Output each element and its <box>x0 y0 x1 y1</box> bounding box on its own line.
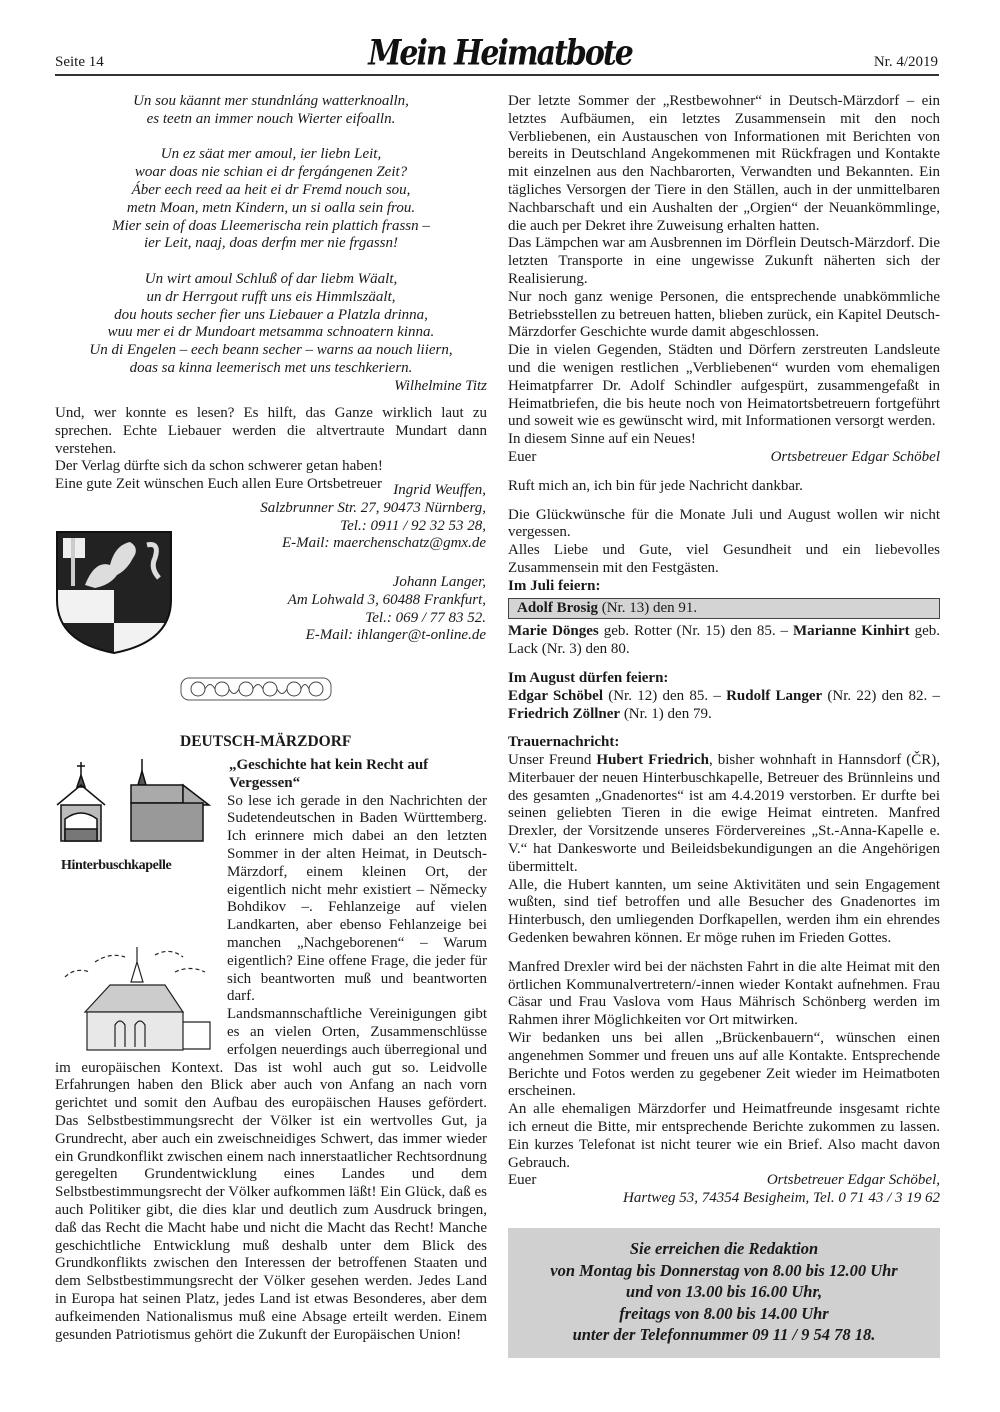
poem-line: ier Leit, naaj, doas derfm mer nie frgassn! <box>143 235 399 252</box>
poem-stanza <box>55 271 487 378</box>
page-number: Seite 14 <box>55 54 104 70</box>
poem-line: es teetn an immer nouch Wierter eifoalln. <box>146 110 396 127</box>
contact-line: von Montag bis Donnerstag von 8.00 bis 12.00 Uhr <box>550 1260 898 1280</box>
birthday-detail: (Nr. 12) den 85. – <box>602 687 727 704</box>
chapel-sketch-drawing <box>65 947 210 1050</box>
birthday-detail: (Nr. 1) den 79. <box>620 705 712 722</box>
poem-line: un dr Herrgout rufft uns eis Himmlszäalt, <box>146 288 396 305</box>
address-block <box>190 482 486 553</box>
birthday-name: Marie Dönges <box>508 623 599 640</box>
signature-salutation: Euer <box>508 448 537 465</box>
poem-line: Un ez säat mer amoul, ier liebn Leit, <box>160 146 382 163</box>
birthday-name: Rudolf Langer <box>726 687 823 704</box>
birthday-name: Friedrich Zöllner <box>508 705 621 722</box>
deceased-name: Hubert Friedrich <box>596 752 709 769</box>
poem-line: metn Moan, metn Kindern, un si oalla sein frou. <box>126 199 416 216</box>
paragraph: Nur noch ganz wenige Personen, die entsprechende unabkömmliche Betriebsstellen zu betreuen hatten, blieben zurück, ein Kapitel Deutsch-Märzdorfer Geschichte wurde damit abgeschlossen. <box>508 288 940 341</box>
contact-line: und von 13.00 bis 16.00 Uhr, <box>625 1282 823 1301</box>
paragraph: An alle ehemaligen Märzdorfer und Heimatfreunde insgesamt richte ich erneut die Bitte, mir entsprechende Berichte zukommen zu lassen. Ein kurzes Telefonat ist nicht teurer wie ein Brief. Also macht davon Gebrauch. <box>508 1101 940 1171</box>
image-caption: Hinterbuschkapelle <box>61 858 172 873</box>
paragraph: Manfred Drexler wird bei der nächsten Fahrt in die alte Heimat mit den örtlichen Kommunalvertretern/-innen wieder Kontakt aufnehmen. Frau Cäsar und Frau Vaslova vom Haus Mährisch Schönberg werden im Rahmen ihrer Möglichkeiten vor Ort mitwirken. <box>508 958 940 1029</box>
signature-address: Hartweg 53, 74354 Besigheim, Tel. 0 71 43 / 3 19 62 <box>623 1190 940 1207</box>
birthday-detail: (Nr. 22) den 82. – <box>822 687 940 704</box>
signature <box>508 449 940 467</box>
poem-line: doas sa kinna leemerisch met uns teschkeriern. <box>129 359 413 376</box>
birthday-name: Edgar Schöbel <box>508 687 603 704</box>
paragraph: In diesem Sinne auf ein Neues! <box>508 431 696 448</box>
masthead-logo <box>368 30 632 74</box>
floral-ornament <box>180 674 332 704</box>
poem-line: wuu mer ei dr Mundoart metsamma schnoatern kinna. <box>107 324 435 341</box>
highlight-box <box>508 598 940 620</box>
august-heading: Im August dürfen feiern: <box>508 669 669 686</box>
address-email[interactable]: E-Mail: ihlanger@t-online.de <box>305 627 486 644</box>
paragraph: Landsmannschaftliche Vereinigungen gibt es an vielen Orten, Zusammenschlüsse erfolgen neuerdings auch überregional und im europäischen Kontext. Das ist wohl auch gut so. Leidvolle Erfahrungen haben den Blick aber auch von Anfang an nach vorn gerichtet und somit den Aufbau des europäischen Hauses gefördert. Das Selbstbestimmungsrecht der Völker ist ein wertvolles Gut, ja Grundrecht, aber auch ein zweischneidiges Schwert, das immer wieder ein Grundkonflikt zwischen einem nach innerstaatlicher Rechtsordnung geregelten Grundentwicklung eines Landes und dem Selbstbestimmungsrecht der Völker aufkommen läßt! Ein Glück, daß es auch Politiker gibt, die dies klar und deutlich zum Ausdruck bringen, daß das Recht die Macht habe und nicht die Macht das Recht! Manche geschichtliche Entwicklung muß deshalb unter dem Blick des Grundkonflikts zwischen den Interessen der betroffenen Staaten und dem Selbstbestimmungsrecht der Völker gesehen werden. Jedes Land in Europa hat seinen Platz, jedes Land ist etwas Besonderes, aber dem aufkeimenden Nationalismus muß eine Absage erteilt werden. Einem gesunden Patriotismus gehört die Zukunft der Europäischen Union! <box>55 1006 487 1343</box>
poem-author: Wilhelmine Titz <box>394 377 487 394</box>
editorial-contact-box <box>508 1228 940 1358</box>
signature <box>508 1172 940 1190</box>
poem-stanza <box>55 93 487 129</box>
chapel-side-drawing <box>131 759 209 841</box>
july-heading: Im Juli feiern: <box>508 577 601 594</box>
article-subtitle: „Geschichte hat kein Recht auf Vergessen“ <box>229 757 429 791</box>
contact-line: freitags von 8.00 bis 14.00 Uhr <box>619 1303 829 1323</box>
paragraph: Die Glückwünsche für die Monate Juli und August wollen wir nicht vergessen. <box>508 506 940 541</box>
chapel-front-drawing <box>57 762 105 841</box>
birthday-detail: (Nr. 13) den 91. <box>597 599 698 616</box>
poem-line: Un sou käannt mer stundnláng watterknoalln, <box>133 93 409 109</box>
paragraph: So lese ich gerade in den Nachrichten der Sudetendeutschen in Baden Württemberg. Ich erinnere mich dabei an den letzten Sommer in der alten Heimat, in Deutsch-Märzdorf, einem kleinen Ort, der eigentlich nicht mehr existiert – Německy Bohdikov –. Fehlanzeige auf vielen Landkarten, aber ebenso Fehlanzeige bei manchen „Nachgeborenen“ – Warum eigentlich? Eine offene Frage, die jeder für sich beantworten muß und beantworten darf. <box>227 792 487 1005</box>
paragraph: Der letzte Sommer der „Restbewohner“ in Deutsch-Märzdorf – ein letztes Aufbäumen, ein letztes Zusammensein mit den noch Verbliebenen, ein Austauschen von Informationen mit Berichten von bereits in Deutschland Angekommenen mit Rückfragen und Kontakte mit einzelnen aus den Nachbarorten, Verwandten und Bekannten. Ein tägliches Versorgen der Tiere in den Ställen, auch in der unmittelbaren Nachbarschaft und ein Aushalten der „Orgien“ der Neuankömmlinge, die auch per Dekret ihre Zuweisung erhalten hatten. <box>508 93 940 234</box>
address-phone: Tel.: 069 / 77 83 52. <box>365 609 486 626</box>
birthday-list <box>508 688 940 724</box>
paragraph: Ruft mich an, ich bin für jede Nachricht dankbar. <box>508 477 803 494</box>
poem-stanza <box>55 146 487 253</box>
text: , bisher wohnhaft in Hannsdorf (ČR), Miterbauer der neuen Hinterbuschkapelle, Betreuer des Brünnleins und des gesamten „Gnadenortes“ ist am 4.4.2019 verstorben. Er durfte bei seinen geliebten Tieren in die ewige Heimat eintreten. Manfred Drexler, der Vorsitzende unseres Fördervereines „St.-Anna-Kapelle e. V.“ hat Dankesworte und Beileidsbekundigungen an die Angehörigen übermittelt. <box>508 752 940 875</box>
left-prose <box>55 405 487 494</box>
right-column <box>508 93 940 1208</box>
paragraph: Wir bedanken uns bei allen „Brückenbauern“, wünschen einen angenehmen Sommer und freuen uns auf alle Kontakte. Entsprechende Berichte und Fotos werden zu gegebener Zeit wieder im Heimatboten erscheinen. <box>508 1030 940 1100</box>
address-street: Salzbrunner Str. 27, 90473 Nürnberg, <box>260 499 486 516</box>
address-street: Am Lohwald 3, 60488 Frankfurt, <box>287 591 486 608</box>
paragraph: Das Lämpchen war am Ausbrennen im Dörflein Deutsch-Märzdorf. Die letzten Transporte in eine ungewisse Zukunft näherten sich der Realisierung. <box>508 235 940 287</box>
birthday-detail: geb. Lack (Nr. 3) den 80. <box>508 623 940 658</box>
signature-name: Ortsbetreuer Edgar Schöbel, <box>766 1172 940 1189</box>
coat-of-arms-image <box>55 530 173 655</box>
poem-line: woar doas nie schian ei dr fergángenen Zeit? <box>134 164 408 181</box>
address-phone: Tel.: 0911 / 92 32 53 28, <box>340 517 486 534</box>
birthday-detail: geb. Rotter (Nr. 15) den 85. – <box>598 623 793 640</box>
paragraph: Und, wer konnte es lesen? Es hilft, das Ganze wirklich laut zu sprechen. Echte Liebauer werden die altvertraute Mundart dann verstehen. <box>55 405 487 457</box>
contact-line: unter der Telefonnummer 09 11 / 9 54 78 18. <box>572 1325 876 1344</box>
signature-name: Ortsbetreuer Edgar Schöbel <box>770 448 940 465</box>
poem-line: Áber eech reed aa heit ei dr Fremd nouch sou, <box>131 181 411 198</box>
paragraph: Alle, die Hubert kannten, um seine Aktivitäten und sein Engagement wußten, sind tief betroffen und alle Besucher des Gnadenortes im Hinterbusch, den umliegenden Dorfkapellen, werden ihm ein ehrendes Gedenken bewahren können. Er möge ruhen im Frieden Gottes. <box>508 876 940 947</box>
address-name: Ingrid Weuffen, <box>393 482 486 498</box>
deutsch-maerzdorf-article <box>55 757 487 1344</box>
signature-salutation: Euer <box>508 1172 537 1189</box>
paragraph: Der Verlag dürfte sich da schon schwerer getan haben! <box>55 458 383 475</box>
address-email[interactable]: E-Mail: maerchenschatz@gmx.de <box>281 535 486 552</box>
issue-number: Nr. 4/2019 <box>873 54 938 70</box>
header-rule <box>55 74 939 76</box>
birthday-name: Marianne Kinhirt <box>793 623 910 640</box>
paragraph: Die in vielen Gegenden, Städten und Dörfern zerstreuten Landsleute und die wenigen restlichen „Verbliebenen“ wurden vom ehemaligen Heimatpfarrer Dr. Adolf Schindler aufgespürt, zusammengefaßt in Heimatbriefen, die bis heute noch von Heimatortsbetreuern fortgeführt und soweit wie es gewünscht wird, mit Informationen versorgt werden. <box>508 342 940 430</box>
address-block <box>190 574 486 645</box>
svg-text:Mein Heimatbote: Mein Heimatbote <box>368 32 632 74</box>
paragraph: Alles Liebe und Gute, viel Gesundheit und ein liebevolles Zusammensein mit den Festgästen. <box>508 542 940 576</box>
paragraph <box>508 752 940 877</box>
poem-line: dou houts secher fier uns Liebauer a Platzla drinna, <box>114 306 428 323</box>
mourning-heading: Trauernachricht: <box>508 734 620 751</box>
poem-line: Mier sein of doas Lleemerischa rein plattich frassn – <box>112 217 430 234</box>
paragraph: Eine gute Zeit wünschen Euch allen Eure Ortsbetreuer <box>55 476 382 493</box>
poem-line: Un di Engelen – eech beann secher – warns aa nouch liiern, <box>89 342 453 359</box>
section-heading: DEUTSCH-MÄRZDORF <box>180 733 352 750</box>
address-name: Johann Langer, <box>392 574 486 590</box>
text: Unser Freund <box>508 752 597 769</box>
dialect-poem <box>55 93 487 396</box>
chapel-illustrations <box>55 757 227 1057</box>
contact-line: Sie erreichen die Redaktion <box>629 1239 819 1258</box>
birthday-name: Adolf Brosig <box>517 599 598 616</box>
birthday-list <box>508 623 940 659</box>
poem-line: Un wirt amoul Schluß of dar liebm Wäalt, <box>144 270 398 287</box>
